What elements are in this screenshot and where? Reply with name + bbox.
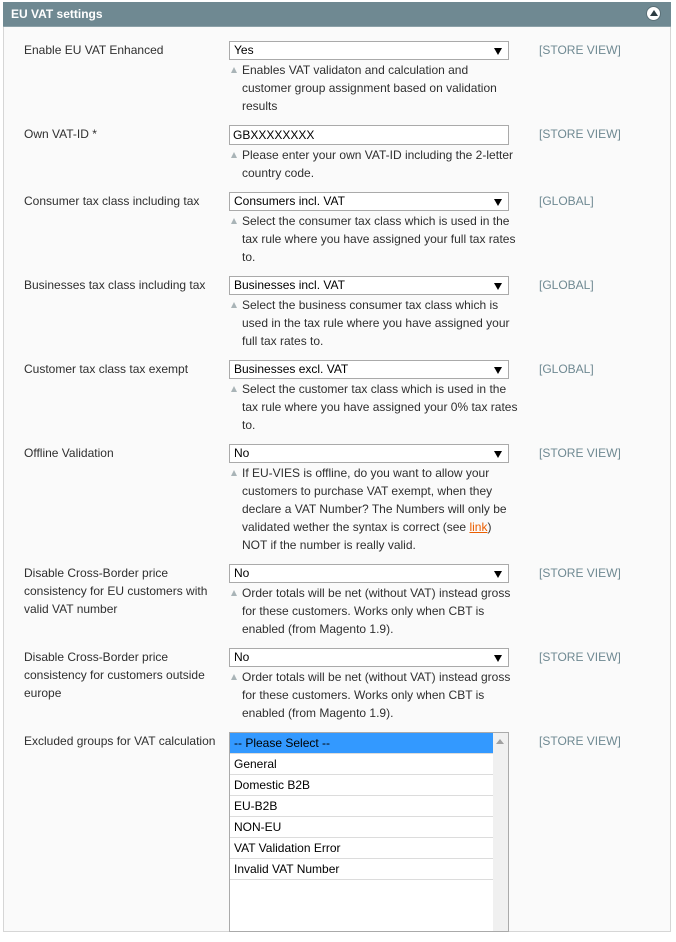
select-value: No — [234, 566, 250, 580]
field-note — [229, 212, 519, 266]
tax-exempt-class-select[interactable] — [229, 360, 509, 379]
note-text: Order totals will be net (without VAT) instead gross for these customers. Works only when CBT is enabled (from Magento 1.9). — [242, 670, 511, 720]
field-note — [229, 584, 519, 638]
vies-link[interactable]: link — [469, 520, 488, 534]
consumer-tax-class-select[interactable] — [229, 192, 509, 211]
note-text: Select the consumer tax class which is used in the tax rule where you have assigned your full tax rates to. — [242, 214, 516, 264]
select-value: No — [234, 650, 250, 664]
business-tax-class-select[interactable] — [229, 276, 509, 295]
scope-label: [STORE VIEW] — [539, 446, 621, 460]
note-triangle-icon — [231, 470, 237, 476]
field-label: Consumer tax class including tax — [24, 194, 200, 208]
field-label: Businesses tax class including tax — [24, 278, 206, 292]
scope-label: [STORE VIEW] — [539, 650, 621, 664]
option-eu-b2b[interactable]: EU-B2B — [230, 796, 494, 817]
scroll-up-arrow-icon[interactable] — [496, 739, 504, 744]
dropdown-arrow-icon — [494, 48, 502, 55]
select-value: Consumers incl. VAT — [234, 194, 345, 208]
excluded-groups-multiselect[interactable] — [229, 732, 509, 932]
option-domestic-b2b[interactable]: Domestic B2B — [230, 775, 494, 796]
scope-label: [STORE VIEW] — [539, 43, 621, 57]
field-label: Enable EU VAT Enhanced — [24, 43, 164, 57]
scope-label: [STORE VIEW] — [539, 566, 621, 580]
option-vat-validation-error[interactable]: VAT Validation Error — [230, 838, 494, 859]
disable-cbt-non-eu-select[interactable] — [229, 648, 509, 667]
row-offline-validation — [0, 444, 676, 554]
disable-cbt-eu-select[interactable] — [229, 564, 509, 583]
note-text: Order totals will be net (without VAT) instead gross for these customers. Works only when CBT is enabled (from Magento 1.9). — [242, 586, 511, 636]
scope-label: [STORE VIEW] — [539, 127, 621, 141]
row-business-tax-class — [0, 276, 676, 350]
field-note — [229, 464, 519, 554]
scrollbar[interactable] — [493, 733, 508, 931]
section-title: EU VAT settings — [11, 7, 103, 21]
row-disable-cbt-eu — [0, 564, 676, 638]
dropdown-arrow-icon — [494, 571, 502, 578]
option-please-select[interactable]: -- Please Select -- — [230, 733, 494, 754]
row-excluded-groups — [0, 732, 676, 932]
field-note — [229, 668, 519, 722]
dropdown-arrow-icon — [494, 655, 502, 662]
note-triangle-icon — [231, 152, 237, 158]
select-value: No — [234, 446, 250, 460]
row-enable-eu-vat — [0, 41, 676, 115]
scope-label: [STORE VIEW] — [539, 734, 621, 748]
option-invalid-vat-number[interactable]: Invalid VAT Number — [230, 859, 494, 880]
note-text: Please enter your own VAT-ID including the 2-letter country code. — [242, 148, 514, 180]
dropdown-arrow-icon — [494, 451, 502, 458]
note-triangle-icon — [231, 590, 237, 596]
select-value: Businesses incl. VAT — [234, 278, 345, 292]
dropdown-arrow-icon — [494, 199, 502, 206]
note-text: Select the customer tax class which is used in the tax rule where you have assigned your 0% tax rates to. — [242, 382, 518, 432]
option-non-eu[interactable]: NON-EU — [230, 817, 494, 838]
offline-validation-select[interactable] — [229, 444, 509, 463]
note-triangle-icon — [231, 386, 237, 392]
field-label: Disable Cross-Border price consistency for customers outside europe — [24, 650, 205, 700]
note-triangle-icon — [231, 302, 237, 308]
dropdown-arrow-icon — [494, 367, 502, 374]
scope-label: [GLOBAL] — [539, 194, 594, 208]
field-label: Offline Validation — [24, 446, 114, 460]
note-triangle-icon — [231, 674, 237, 680]
select-value: Businesses excl. VAT — [234, 362, 349, 376]
row-tax-exempt-class — [0, 360, 676, 434]
row-consumer-tax-class — [0, 192, 676, 266]
field-note — [229, 380, 519, 434]
dropdown-arrow-icon — [494, 283, 502, 290]
note-text: ) NOT if the number is really valid. — [242, 520, 492, 552]
note-text: Select the business consumer tax class which is used in the tax rule where you have assigned your full tax rates to. — [242, 298, 510, 348]
select-value: Yes — [234, 43, 254, 57]
field-note — [229, 61, 519, 115]
field-label: Own VAT-ID * — [24, 127, 97, 141]
field-label: Excluded groups for VAT calculation — [24, 734, 216, 748]
note-text: Enables VAT validaton and calculation and customer group assignment based on validation results — [242, 63, 497, 113]
scope-label: [GLOBAL] — [539, 362, 594, 376]
field-note — [229, 146, 519, 182]
field-label: Disable Cross-Border price consistency for EU customers with valid VAT number — [24, 566, 208, 616]
option-general[interactable]: General — [230, 754, 494, 775]
note-triangle-icon — [231, 218, 237, 224]
field-note — [229, 296, 519, 350]
scope-label: [GLOBAL] — [539, 278, 594, 292]
own-vat-id-input[interactable]: GBXXXXXXXX — [229, 125, 509, 145]
field-label: Customer tax class tax exempt — [24, 362, 189, 376]
enable-eu-vat-select[interactable] — [229, 41, 509, 60]
row-own-vat-id — [0, 125, 676, 182]
row-disable-cbt-non-eu — [0, 648, 676, 722]
note-triangle-icon — [231, 67, 237, 73]
note-text: If EU-VIES is offline, do you want to allow your customers to purchase VAT exempt, when they declare a VAT Number? The Numbers will only be validated wether the syntax is correct (see — [242, 466, 507, 534]
